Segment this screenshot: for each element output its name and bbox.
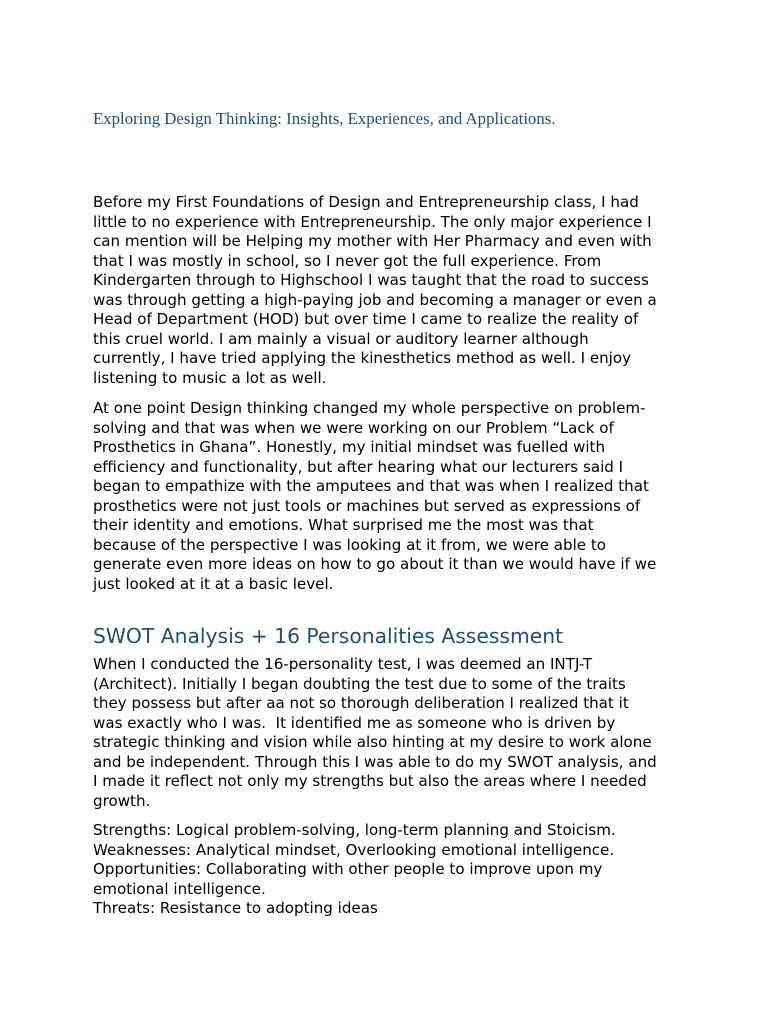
paragraph-line: solving and that was when we were working on our Problem “Lack of xyxy=(93,418,614,437)
paragraph-line: Before my First Foundations of Design and Entrepreneurship class, I had xyxy=(93,193,639,211)
paragraph-line: they possess but after aa not so thorough deliberation I realized that it xyxy=(93,694,629,712)
paragraph-line: began to empathize with the amputees and that was when I realized that xyxy=(93,477,649,495)
paragraph-line: I made it reflect not only my strengths but also the areas where I needed xyxy=(93,772,647,790)
paragraph-line: efficiency and functionality, but after hearing what our lecturers said I xyxy=(93,457,624,476)
paragraph-line: (Architect). Initially I began doubting the test due to some of the traits xyxy=(93,674,626,693)
paragraph-line: prosthetics were not just tools or machines but served as expressions of xyxy=(93,496,641,515)
paragraph-line: can mention will be Helping my mother with Her Pharmacy and even with xyxy=(93,232,652,250)
paragraph-line: Head of Department (HOD) but over time I came to realize the reality of xyxy=(93,310,639,328)
paragraph-line: When I conducted the 16-personality test, I was deemed an INTJ-T xyxy=(93,655,593,673)
paragraph-line: currently, I have tried applying the kinesthetics method as well. I enjoy xyxy=(93,349,632,367)
paragraph-line: little to no experience with Entrepreneurship. The only major experience I xyxy=(93,212,652,231)
swot-list xyxy=(93,821,616,919)
paragraph-line: this cruel world. I am mainly a visual or auditory learner although xyxy=(93,329,589,348)
paragraph-line: growth. xyxy=(93,791,151,810)
swot-strengths: Strengths: Logical problem-solving, long-term planning and Stoicism. xyxy=(93,821,616,839)
paragraph-line: At one point Design thinking changed my whole perspective on problem- xyxy=(93,399,646,417)
swot-threats: Threats: Resistance to adopting ideas xyxy=(93,899,378,917)
section-heading: SWOT Analysis + 16 Personalities Assessment xyxy=(93,624,564,648)
swot-opportunities: Opportunities: Collaborating with other people to improve upon my xyxy=(93,860,603,878)
paragraph-line: was exactly who I was. It identified me as someone who is driven by xyxy=(93,713,616,732)
paragraph-line: because of the perspective I was looking at it from, we were able to xyxy=(93,535,606,554)
paragraph-line: just looked at it at a basic level. xyxy=(93,574,334,593)
swot-opportunities-continued: emotional intelligence. xyxy=(93,879,266,898)
swot-weaknesses: Weaknesses: Analytical mindset, Overlooking emotional intelligence. xyxy=(93,840,615,859)
paragraph-line: their identity and emotions. What surprised me the most was that xyxy=(93,516,594,534)
intro-paragraph-2 xyxy=(93,399,656,594)
paragraph-line: that I was mostly in school, so I never got the full experience. From xyxy=(93,251,602,270)
intro-paragraph-1 xyxy=(93,193,657,388)
paragraph-line: and be independent. Through this I was able to do my SWOT analysis, and xyxy=(93,752,657,771)
paragraph-line: listening to music a lot as well. xyxy=(93,368,327,387)
paragraph-line: was through getting a high-paying job and becoming a manager or even a xyxy=(93,290,657,309)
paragraph-line: strategic thinking and vision while also hinting at my desire to work alone xyxy=(93,733,652,751)
personality-paragraph xyxy=(93,655,657,811)
paragraph-line: generate even more ideas on how to go about it than we would have if we xyxy=(93,555,657,573)
document-title: Exploring Design Thinking: Insights, Experiences, and Applications. xyxy=(93,109,556,128)
paragraph-line: Prosthetics in Ghana”. Honestly, my initial mindset was fuelled with xyxy=(93,438,606,456)
paragraph-line: Kindergarten through to Highschool I was taught that the road to success xyxy=(93,271,649,289)
